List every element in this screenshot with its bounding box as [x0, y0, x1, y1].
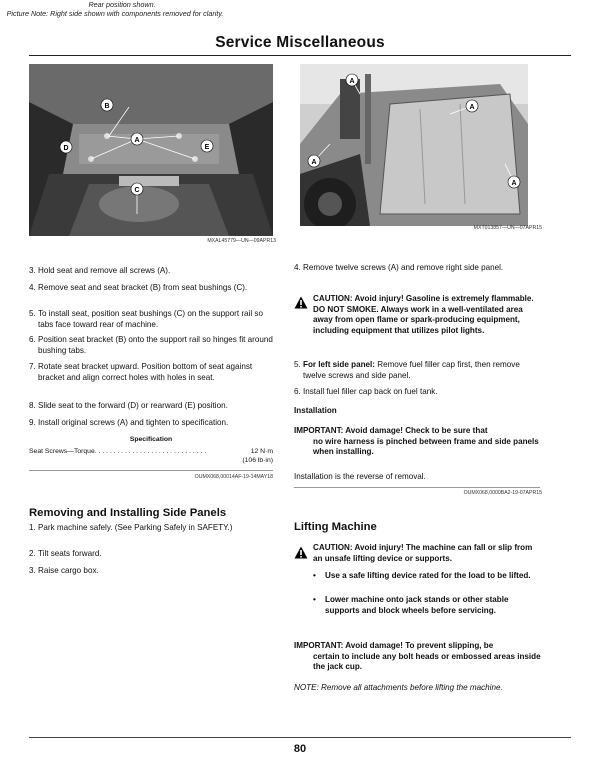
side-panel-photo: [300, 64, 528, 226]
important-wire-harness: IMPORTANT: Avoid damage! Check to be sure that no wire harness is pinched between frame and side panels when installing.: [294, 426, 539, 456]
photo-label-a: A: [469, 104, 475, 111]
step-9: 9. Install original screws (A) and tighten to specification.: [29, 418, 229, 427]
photo-label-e: E: [204, 144, 210, 151]
doc-reference: OUMX068,00014AF-19-14MAY18: [194, 474, 273, 480]
photo-label-a: A: [311, 159, 317, 166]
warning-icon: [294, 296, 308, 309]
panel-step-3: 3. Raise cargo box.: [29, 566, 99, 575]
photo-label-b: B: [104, 103, 110, 110]
right-step-6: 6. Install fuel filler cap back on fuel tank.: [294, 387, 438, 396]
panel-step-1: 1. Park machine safely. (See Parking Safely in SAFETY.): [29, 523, 233, 532]
spec-label: Seat Screws—Torque. . . . . . . . . . . . . . . . . . . . . . . . . . . . . .: [29, 448, 207, 455]
step-7: 7. Rotate seat bracket upward. Position bottom of seat against bracket and align correct holes with holes in seat.: [29, 362, 253, 382]
photo-label-a: A: [349, 78, 355, 85]
seat-photo: [29, 64, 273, 236]
photo-reference: MXT013857—UN—07APR15: [473, 225, 542, 231]
photo-caption: Rear position shown.: [88, 0, 156, 9]
photo-label-a: A: [134, 137, 140, 144]
important-jack-cup: IMPORTANT: Avoid damage! To prevent slipping, be certain to include any bolt heads or embossed areas inside the jack cup.: [294, 641, 541, 671]
warning-icon: [294, 546, 308, 559]
installation-heading: Installation: [294, 406, 337, 415]
photo-label-d: D: [63, 145, 69, 152]
caution-lifting: CAUTION: Avoid injury! The machine can fall or slip from an unsafe lifting device or supports.: [313, 543, 533, 563]
caution-gasoline: CAUTION: Avoid injury! Gasoline is extremely flammable. DO NOT SMOKE. Always work in a well-ventilated area away from open flame or spark-producing equipment, including equipment that utilizes pilot lights.: [313, 294, 534, 335]
spec-value: 12 N·m: [250, 448, 273, 455]
bullet-jack-stands: • Lower machine onto jack stands or other stable supports and block wheels before servicing.: [313, 595, 509, 615]
panel-step-2: 2. Tilt seats forward.: [29, 549, 102, 558]
right-step-5: 5. For left side panel: Remove fuel filler cap first, then remove twelve screws and side panel.: [294, 360, 520, 380]
page-title: Service Miscellaneous: [215, 34, 385, 51]
photo-label-a: A: [511, 180, 517, 187]
step-6: 6. Position seat bracket (B) onto the support rail so hinges fit around bushing tabs.: [29, 335, 273, 355]
step-5: 5. To install seat, position seat bushings (C) on the support rail so tabs face toward rear of machine.: [29, 309, 263, 329]
spec-value-imperial: (106 lb·in): [242, 457, 273, 464]
note-attachments: NOTE: Remove all attachments before lifting the machine.: [294, 683, 503, 692]
photo-label-c: C: [134, 187, 140, 194]
step-8: 8. Slide seat to the forward (D) or rearward (E) position.: [29, 401, 228, 410]
spec-divider: [29, 470, 273, 471]
step-4: 4. Remove seat and seat bracket (B) from seat bushings (C).: [29, 283, 248, 292]
photo-reference: MXAL45779—UN—09APR13: [207, 238, 276, 244]
section-title-side-panels: Removing and Installing Side Panels: [29, 507, 227, 519]
photo-caption: Picture Note: Right side shown with components removed for clarity.: [6, 9, 224, 18]
doc-reference: OUMX068,0000BA2-19-07APR15: [463, 490, 542, 496]
page-number: 80: [293, 743, 307, 755]
footer-divider: [29, 737, 571, 738]
reverse-divider: [294, 487, 540, 488]
installation-reverse: Installation is the reverse of removal.: [294, 472, 426, 481]
spec-heading: Specification: [129, 436, 173, 443]
right-step-4: 4. Remove twelve screws (A) and remove right side panel.: [294, 263, 504, 272]
bullet-safe-device: • Use a safe lifting device rated for the load to be lifted.: [313, 571, 531, 580]
section-title-lifting: Lifting Machine: [294, 521, 377, 533]
title-divider: [29, 55, 571, 56]
step-3: 3. Hold seat and remove all screws (A).: [29, 266, 171, 275]
